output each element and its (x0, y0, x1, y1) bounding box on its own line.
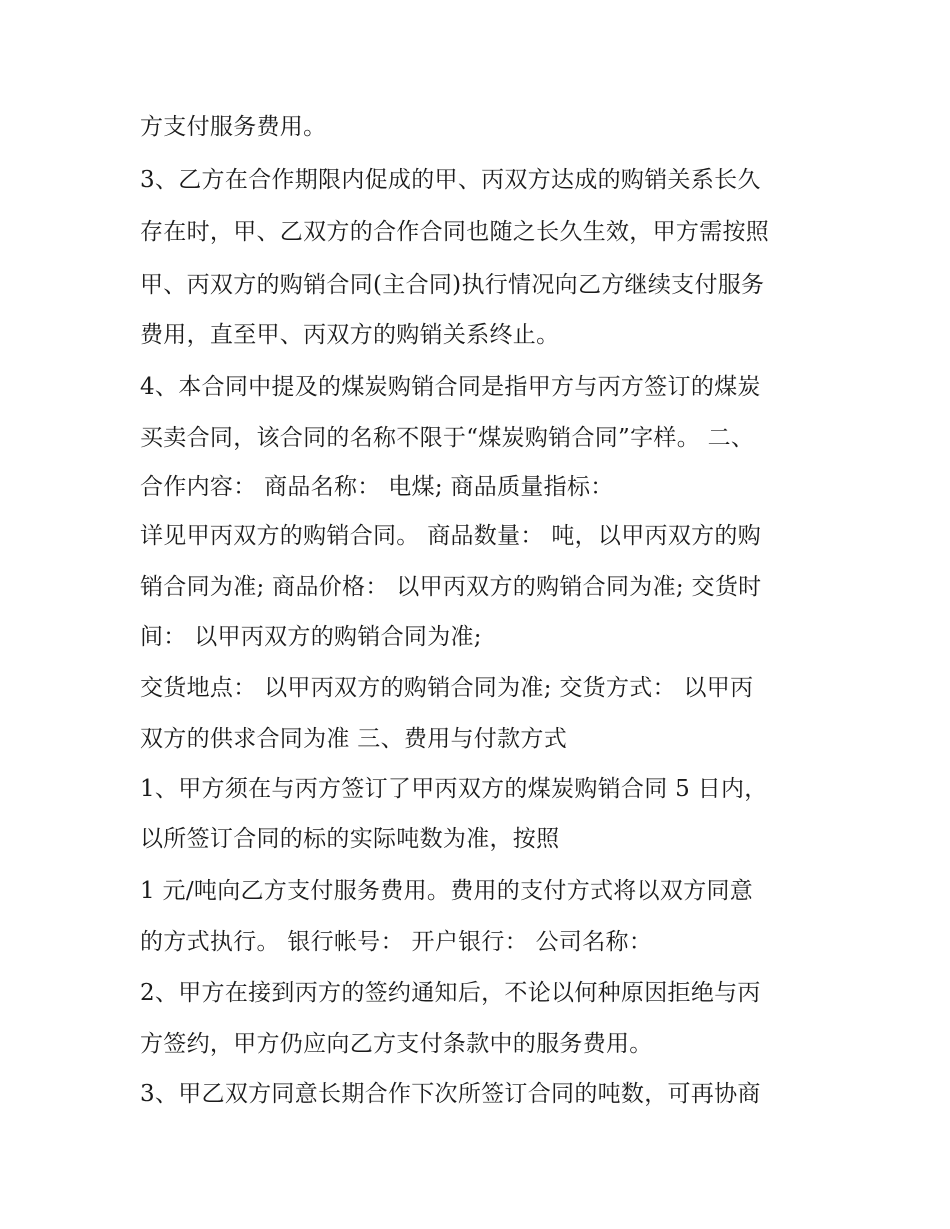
text-line: 销合同为准; 商品价格： 以甲丙双方的购销合同为准; 交货时 (140, 574, 762, 600)
text-line: 合作内容： 商品名称： 电煤; 商品质量指标： (140, 474, 614, 500)
text-line: 详见甲丙双方的购销合同。 商品数量： 吨，以甲丙双方的购 (140, 523, 762, 549)
text-line: 2、甲方在接到丙方的签约通知后，不论以何种原因拒绝与丙 (140, 980, 761, 1006)
text-line: 1 元/吨向乙方支付服务费用。费用的支付方式将以双方同意 (140, 878, 754, 904)
text-line: 买卖合同，该合同的名称不限于“煤炭购销合同”字样。 二、 (140, 425, 755, 451)
text-line: 双方的供求合同为准 三、费用与付款方式 (140, 726, 568, 752)
text-line: 甲、丙双方的购销合同(主合同)执行情况向乙方继续支付服务 (140, 272, 765, 298)
text-line: 3、乙方在合作期限内促成的甲、丙双方达成的购销关系长久 (140, 167, 761, 193)
text-line: 以所签订合同的标的实际吨数为准，按照 (140, 826, 560, 852)
text-line: 4、本合同中提及的煤炭购销合同是指甲方与丙方签订的煤炭 (140, 374, 761, 400)
text-line: 存在时，甲、乙双方的合作合同也随之长久生效，甲方需按照 (140, 219, 770, 245)
text-line: 3、甲乙双方同意长期合作下次所签订合同的吨数，可再协商 (140, 1081, 761, 1107)
text-line: 1、甲方须在与丙方签订了甲丙双方的煤炭购销合同 5 日内， (140, 776, 768, 802)
text-line: 的方式执行。 银行帐号： 开户银行： 公司名称： (140, 929, 653, 955)
text-line: 间： 以甲丙双方的购销合同为准; (140, 624, 482, 650)
text-line: 交货地点： 以甲丙双方的购销合同为准; 交货方式： 以甲丙 (140, 675, 754, 701)
text-line: 费用，直至甲、丙双方的购销关系终止。 (140, 322, 560, 348)
text-line: 方签约，甲方仍应向乙方支付条款中的服务费用。 (140, 1031, 653, 1057)
text-line: 方支付服务费用。 (140, 114, 327, 140)
